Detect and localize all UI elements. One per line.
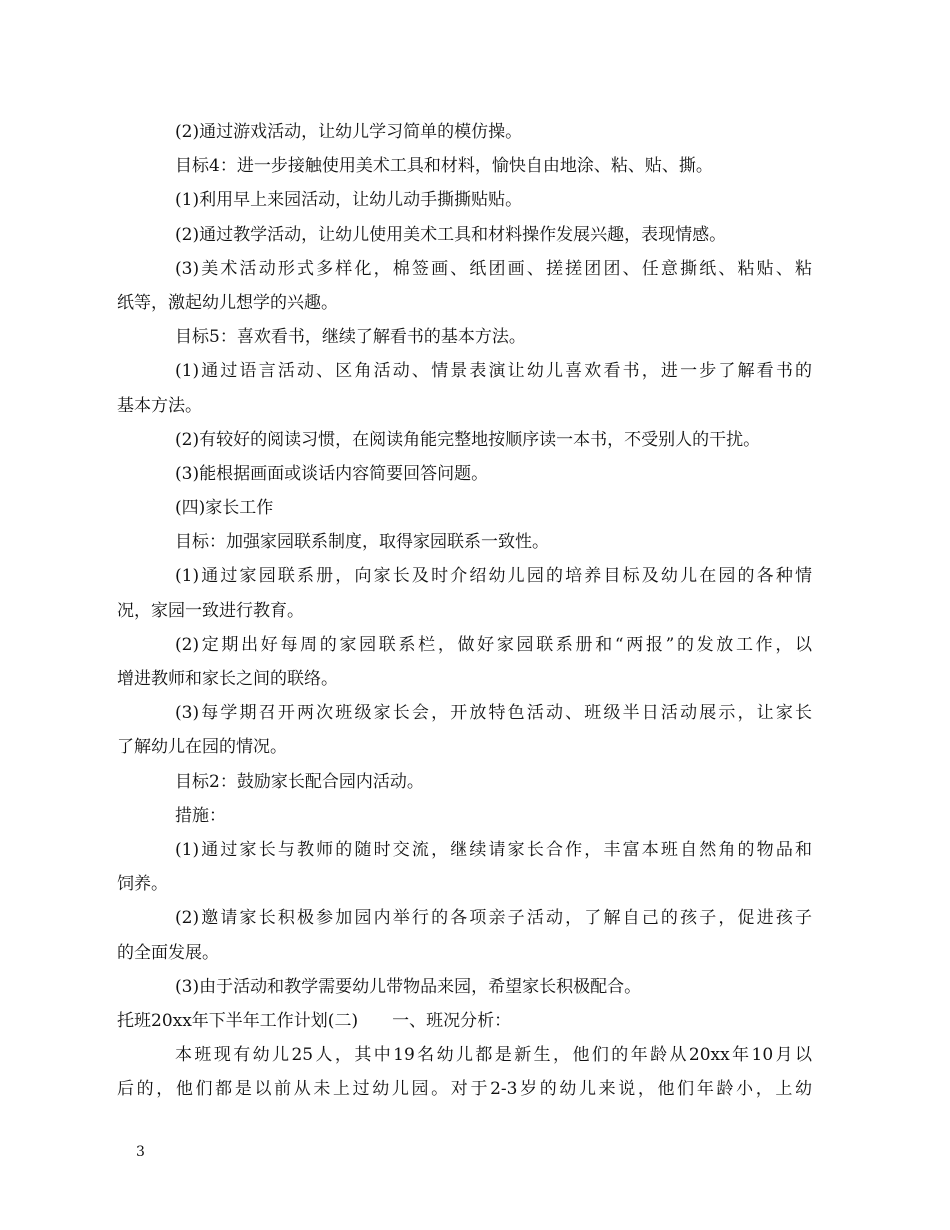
text-line: 基本方法。 (117, 395, 202, 416)
page-number: 3 (136, 1144, 145, 1160)
text-line: 目标5：喜欢看书，继续了解看书的基本方法。 (175, 327, 526, 348)
text-line: (3)每学期召开两次班级家长会，开放特色活动、班级半日活动展示，让家长 (175, 703, 812, 724)
text-line: (2)有较好的阅读习惯，在阅读角能完整地按顺序读一本书，不受别人的干扰。 (175, 429, 761, 450)
text-line: 后的，他们都是以前从未上过幼儿园。对于2-3岁的幼儿来说，他们年龄小，上幼 (117, 1079, 812, 1100)
document-body (117, 115, 812, 1106)
text-line: 增进教师和家长之间的联络。 (117, 669, 338, 689)
text-line: (2)定期出好每周的家园联系栏，做好家园联系册和“两报”的发放工作，以 (175, 634, 812, 655)
text-line: 本班现有幼儿25人，其中19名幼儿都是新生，他们的年龄从20xx年10月以 (175, 1045, 812, 1066)
section-heading: (四)家长工作 (175, 498, 274, 519)
text-line: 目标4：进一步接触使用美术工具和材料，愉快自由地涂、粘、贴、撕。 (175, 156, 713, 177)
text-line: (3)能根据画面或谈话内容简要回答问题。 (175, 463, 489, 484)
text-line: 措施： (175, 805, 226, 826)
text-line: 了解幼儿在园的情况。 (117, 737, 287, 758)
text-line: 况，家园一致进行教育。 (117, 600, 304, 621)
text-line: (1)通过家园联系册，向家长及时介绍幼儿园的培养目标及幼儿在园的各种情 (175, 566, 812, 587)
text-line: 纸等，激起幼儿想学的兴趣。 (117, 292, 338, 313)
text-line: (2)邀请家长积极参加园内举行的各项亲子活动，了解自己的孩子，促进孩子 (175, 908, 812, 929)
text-line: (3)由于活动和教学需要幼儿带物品来园，希望家长积极配合。 (175, 976, 642, 997)
section-title: 托班20xx年下半年工作计划(二) 一、班况分析： (117, 1010, 512, 1031)
text-line: (1)通过语言活动、区角活动、情景表演让幼儿喜欢看书，进一步了解看书的 (175, 361, 812, 382)
text-line: 饲养。 (117, 874, 168, 895)
text-line: 目标：加强家园联系制度，取得家园联系一致性。 (175, 532, 549, 553)
text-line: (2)通过教学活动，让幼儿使用美术工具和材料操作发展兴趣，表现情感。 (175, 224, 727, 245)
text-line: (2)通过游戏活动，让幼儿学习简单的模仿操。 (175, 122, 523, 142)
text-line: 目标2：鼓励家长配合园内活动。 (175, 771, 424, 792)
text-line: (1)利用早上来园活动，让幼儿动手撕撕贴贴。 (175, 190, 523, 211)
text-line: 的全面发展。 (117, 942, 219, 963)
text-line: (1)通过家长与教师的随时交流，继续请家长合作，丰富本班自然角的物品和 (175, 839, 812, 860)
text-line: (3)美术活动形式多样化，棉签画、纸团画、搓搓团团、任意撕纸、粘贴、粘 (175, 258, 812, 279)
